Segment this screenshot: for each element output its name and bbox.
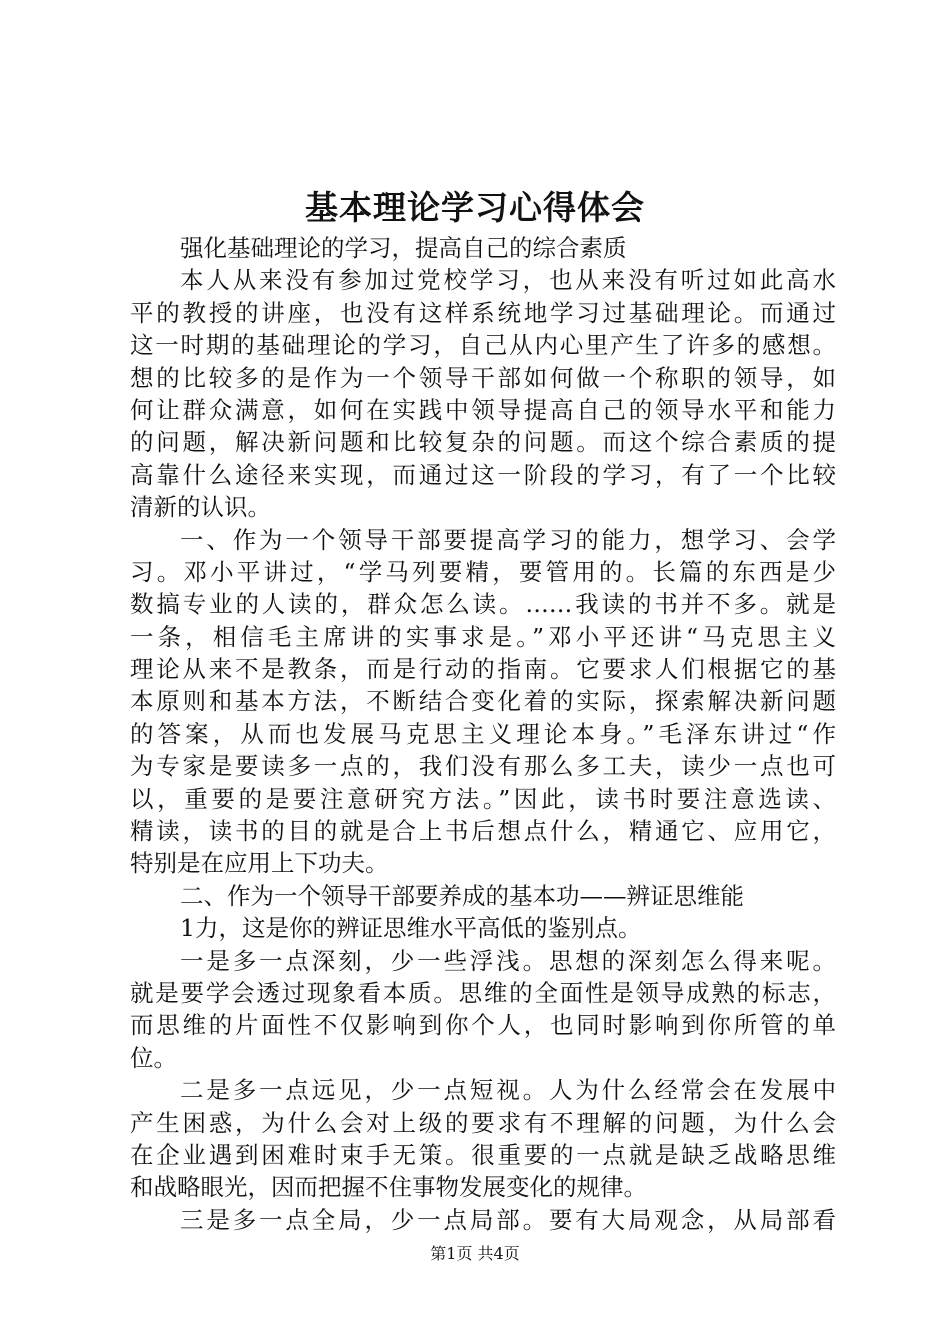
text-line: 二、作为一个领导干部要养成的基本功——辨证思维能	[180, 881, 744, 910]
text-line: 这一时期的基础理论的学习，自己从内心里产生了许多的感想。	[130, 331, 836, 360]
text-line: 理论从来不是教条，而是行动的指南。它要求人们根据它的基	[130, 655, 836, 684]
text-line: 以，重要的是要注意研究方法。”因此，读书时要注意选读、	[130, 784, 836, 813]
text-line: 清新的认识。	[130, 493, 271, 522]
text-line: 三是多一点全局，少一点局部。要有大局观念，从局部看	[180, 1205, 836, 1234]
text-line: 而思维的片面性不仅影响到你个人，也同时影响到你所管的单	[130, 1011, 836, 1040]
text-line: 数搞专业的人读的，群众怎么读。……我读的书并不多。就是	[130, 590, 836, 619]
text-line: 本原则和基本方法，不断结合变化着的实际，探索解决新问题	[130, 687, 836, 716]
text-line: 的答案，从而也发展马克思主义理论本身。”毛泽东讲过“作	[130, 719, 836, 748]
text-line: 想的比较多的是作为一个领导干部如何做一个称职的领导，如	[130, 363, 836, 392]
text-line: 一条，相信毛主席讲的实事求是。”邓小平还讲“马克思主义	[130, 622, 836, 651]
text-line: 本人从来没有参加过党校学习，也从来没有听过如此高水	[180, 266, 836, 295]
text-line: 特别是在应用上下功夫。	[130, 849, 389, 878]
text-line: 在企业遇到困难时束手无策。很重要的一点就是缺乏战略思维	[130, 1140, 836, 1169]
text-line: 为专家是要读多一点的，我们没有那么多工夫，读少一点也可	[130, 752, 836, 781]
page-footer: 第1页 共4页	[430, 1244, 520, 1263]
text-line: 和战略眼光，因而把握不住事物发展变化的规律。	[130, 1173, 647, 1202]
text-line: 平的教授的讲座，也没有这样系统地学习过基础理论。而通过	[130, 298, 836, 327]
text-line: 一是多一点深刻，少一些浮浅。思想的深刻怎么得来呢。	[180, 946, 836, 975]
text-line: 高靠什么途径来实现，而通过这一阶段的学习，有了一个比较	[130, 460, 836, 489]
text-line: 产生困惑，为什么会对上级的要求有不理解的问题，为什么会	[130, 1108, 836, 1137]
text-line: 就是要学会透过现象看本质。思维的全面性是领导成熟的标志，	[130, 978, 836, 1007]
document-body	[130, 232, 836, 1236]
text-line: 位。	[130, 1043, 177, 1072]
text-line: 习。邓小平讲过，“学马列要精，要管用的。长篇的东西是少	[130, 557, 836, 586]
text-line: 1力，这是你的辨证思维水平高低的鉴别点。	[180, 914, 642, 943]
text-line: 精读，读书的目的就是合上书后想点什么，精通它、应用它，	[130, 817, 836, 846]
text-line: 一、作为一个领导干部要提高学习的能力，想学习、会学	[180, 525, 836, 554]
text-line: 强化基础理论的学习，提高自己的综合素质	[180, 234, 627, 262]
text-line: 二是多一点远见，少一点短视。人为什么经常会在发展中	[180, 1076, 836, 1105]
text-line: 何让群众满意，如何在实践中领导提高自己的领导水平和能力	[130, 395, 836, 424]
text-line: 的问题，解决新问题和比较复杂的问题。而这个综合素质的提	[130, 428, 836, 457]
document-title: 基本理论学习心得体会	[305, 188, 645, 227]
